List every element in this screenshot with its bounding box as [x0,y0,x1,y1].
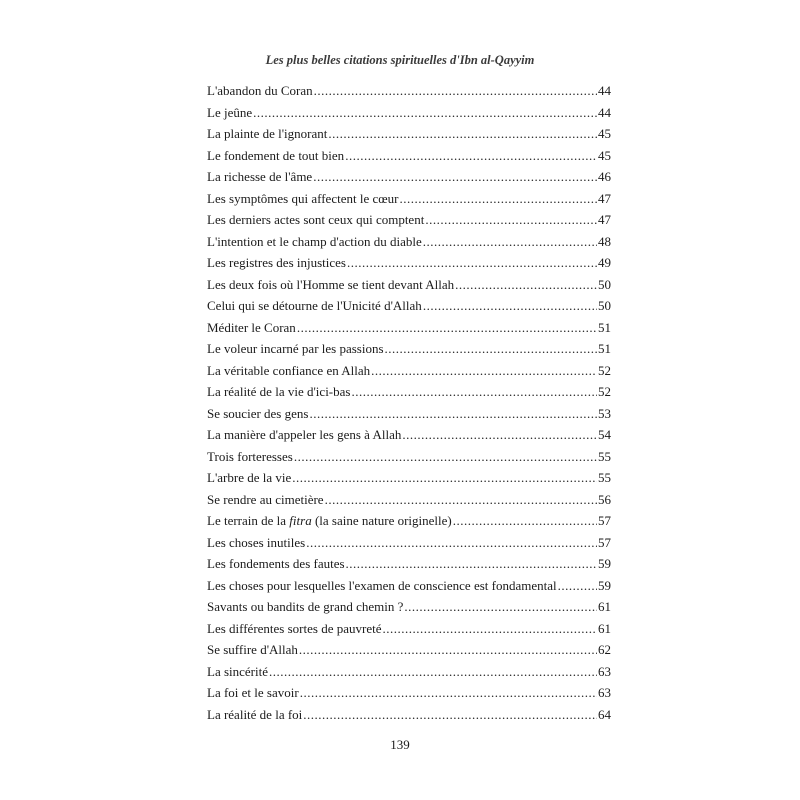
toc-entry-title [207,639,298,661]
toc-entry-title [207,188,398,210]
toc-title-text: Savants ou bandits de grand chemin ? [207,599,404,614]
dot-leader [558,575,597,597]
toc-title-text: Celui qui se détourne de l'Unicité d'Allah [207,298,422,313]
dot-leader [345,145,597,167]
toc-title-text: Les deux fois où l'Homme se tient devant Allah [207,276,455,292]
toc-entry [207,639,611,661]
toc-title-text: La véritable confiance en Allah [207,362,371,378]
toc-entry-page: 52 [598,384,611,399]
toc-title-text: Les derniers actes sont ceux qui comptent [207,212,425,227]
toc-entry [207,424,611,446]
toc-title-text: Les symptômes qui affectent le cœur [207,190,399,206]
dot-leader [351,381,597,403]
toc-entry-page: 53 [598,405,611,421]
toc-title-text: Le voleur incarné par les passions [207,341,384,356]
toc-title-text: La richesse de l'âme [207,169,313,184]
toc-entry-title [207,80,313,102]
toc-entry [207,188,611,210]
toc-entry-title [207,209,424,231]
toc-entry-page: 47 [598,190,611,206]
toc-entry-title [207,510,452,532]
toc-entry [207,231,611,253]
dot-leader [292,467,597,489]
dot-leader [313,166,597,188]
toc-entry-page: 46 [598,169,611,184]
toc-title-text: Méditer le Coran [207,319,296,335]
toc-title-text: Les différentes sortes de pauvreté [207,620,382,636]
toc-entry [207,381,611,403]
toc-entry [207,704,611,726]
toc-entry-title [207,403,308,425]
toc-entry-page: 48 [598,233,611,249]
toc-entry-page: 45 [598,147,611,163]
toc-entry-page: 59 [598,556,611,571]
dot-leader [328,123,597,145]
dot-leader [300,682,597,704]
toc-title-text: La réalité de la vie d'ici-bas [207,384,351,399]
toc-entry-page: 44 [598,104,611,120]
toc-entry [207,209,611,231]
page-number: 139 [390,737,410,752]
toc-entry [207,510,611,532]
toc-title-text: La réalité de la foi [207,706,303,722]
toc-title-text: La foi et le savoir [207,685,299,700]
toc-entry-page: 55 [598,470,611,485]
toc-entry [207,360,611,382]
dot-leader [402,424,597,446]
dot-leader [399,188,597,210]
toc-entry-title [207,467,291,489]
toc-entry-title [207,274,454,296]
dot-leader [294,446,597,468]
dot-leader [325,489,597,511]
dot-leader [382,618,597,640]
dot-leader [404,596,597,618]
toc-entry-page: 44 [598,83,611,98]
toc-title-text: Les registres des injustices [207,255,346,270]
dot-leader [297,317,597,339]
toc-title-text: Se rendre au cimetière [207,491,324,507]
toc-entry-page: 59 [598,577,611,593]
toc-title-text: Le terrain de la [207,513,290,528]
dot-leader [453,510,597,532]
toc-title-text: Trois forteresses [207,448,293,464]
toc-entry [207,274,611,296]
running-header: Les plus belles citations spirituelles d'Ibn al-Qayyim [265,53,535,67]
toc-title-text: Le fondement de tout bien [207,147,345,163]
toc-title-text: L'abandon du Coran [207,83,313,98]
dot-leader [385,338,597,360]
toc-entry-page: 51 [598,319,611,335]
dot-leader [306,532,597,554]
toc-entry-page: 54 [598,427,611,442]
toc-entry [207,123,611,145]
dot-leader [346,553,597,575]
toc-entry [207,446,611,468]
dot-leader [253,102,597,124]
toc-entry-title [207,618,381,640]
toc-entry-title [207,596,403,618]
dot-leader [423,295,597,317]
toc-entry [207,252,611,274]
toc-title-emphasis: fitra [289,513,312,528]
dot-leader [347,252,597,274]
toc-title-text: Les choses inutiles [207,534,306,550]
dot-leader [423,231,597,253]
dot-leader [425,209,597,231]
dot-leader [309,403,597,425]
dot-leader [371,360,597,382]
dot-leader [314,80,597,102]
toc-entry [207,166,611,188]
toc-entry-title [207,381,350,403]
toc-entry [207,102,611,124]
toc-title-text: Les choses pour lesquelles l'examen de conscience est fondamental [207,577,557,593]
toc-entry-page: 61 [598,599,611,614]
toc-entry-page: 57 [598,534,611,550]
toc-entry-title [207,145,344,167]
toc-entry [207,575,611,597]
toc-entry [207,80,611,102]
toc-entry [207,317,611,339]
toc-title-text: Se soucier des gens [207,405,309,421]
toc-entry-page: 56 [598,491,611,507]
toc-entry [207,145,611,167]
toc-entry-page: 51 [598,341,611,356]
toc-entry [207,618,611,640]
dot-leader [299,639,597,661]
toc-title-text: La sincérité [207,663,268,679]
toc-title-text: L'intention et le champ d'action du diable [207,233,422,249]
toc-entry-page: 55 [598,448,611,464]
toc-entry-title [207,446,293,468]
toc-entry [207,403,611,425]
toc-title-text: Le jeûne [207,104,253,120]
toc-entry-title [207,553,345,575]
toc-entry-title [207,532,305,554]
toc-entry-page: 57 [598,513,611,528]
toc-entry-page: 63 [598,685,611,700]
toc-entry-page: 64 [598,706,611,722]
toc-entry-title [207,360,370,382]
toc-entry-title [207,123,327,145]
toc-entry-title [207,424,401,446]
toc-entry-page: 61 [598,620,611,636]
toc-entry-title [207,231,422,253]
toc-title-text-cont: (la saine nature originelle) [311,513,452,528]
toc-entry-title [207,682,299,704]
toc-entry-title [207,166,312,188]
toc-title-text: La plainte de l'ignorant [207,126,328,141]
toc-entry-title [207,295,422,317]
toc-entry-page: 63 [598,663,611,679]
toc-entry [207,661,611,683]
dot-leader [269,661,597,683]
toc-entry-title [207,704,302,726]
toc-entry-page: 50 [598,276,611,292]
toc-entry-title [207,317,296,339]
toc-entry-page: 52 [598,362,611,378]
toc-entry [207,295,611,317]
toc-entry [207,467,611,489]
toc-entry-page: 62 [598,642,611,657]
toc-entry-page: 49 [598,255,611,270]
toc-entry-title [207,102,252,124]
toc-entry-title [207,489,324,511]
dot-leader [455,274,597,296]
toc-entry [207,553,611,575]
toc-entry [207,682,611,704]
toc-entry [207,489,611,511]
toc-entry [207,532,611,554]
toc-entry-title [207,661,268,683]
toc-entry-title [207,252,346,274]
toc-title-text: L'arbre de la vie [207,470,292,485]
toc-entry-title [207,575,557,597]
toc-entry [207,596,611,618]
toc-entry [207,338,611,360]
table-of-contents [207,80,611,725]
toc-entry-page: 45 [598,126,611,141]
dot-leader [303,704,597,726]
toc-title-text: Les fondements des fautes [207,556,345,571]
toc-title-text: La manière d'appeler les gens à Allah [207,427,402,442]
toc-entry-page: 47 [598,212,611,227]
toc-entry-title [207,338,384,360]
toc-title-text: Se suffire d'Allah [207,642,298,657]
toc-entry-page: 50 [598,298,611,313]
